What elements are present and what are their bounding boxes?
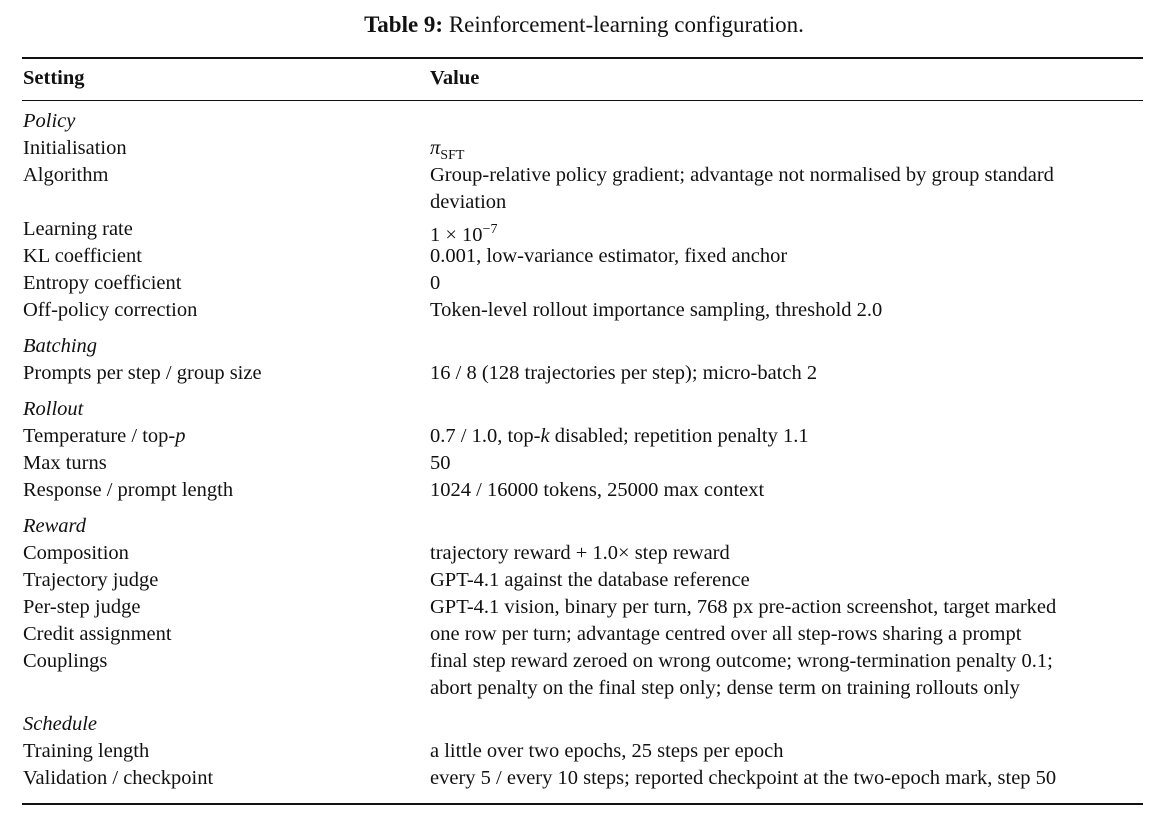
column-header-setting: Setting (23, 67, 85, 89)
value-cell: 16 / 8 (128 trajectories per step); micro-batch 2 (430, 362, 818, 384)
value-cell: 0 (430, 272, 441, 294)
setting-cell: Temperature / top-p (23, 425, 186, 447)
setting-cell: Max turns (23, 452, 107, 474)
setting-cell: Off-policy correction (23, 299, 198, 321)
setting-cell: Response / prompt length (23, 479, 234, 501)
section-heading: Reward (23, 515, 87, 537)
table-caption-label: Table 9: (364, 12, 444, 37)
value-cell: Token-level rollout importance sampling, threshold 2.0 (430, 299, 883, 321)
section-heading: Batching (23, 335, 98, 357)
setting-cell: Couplings (23, 650, 108, 672)
value-cell: Group-relative policy gradient; advantage not normalised by group standard deviation (430, 164, 1054, 213)
setting-cell: KL coefficient (23, 245, 142, 267)
setting-cell: Initialisation (23, 137, 127, 159)
value-cell: a little over two epochs, 25 steps per epoch (430, 740, 784, 762)
setting-cell: Prompts per step / group size (23, 362, 262, 384)
setting-cell: Validation / checkpoint (23, 767, 214, 789)
value-cell: final step reward zeroed on wrong outcome; wrong-termination penalty 0.1; abort penalty on the final step only; dense term on training rollouts only (430, 650, 1053, 699)
table-bottom-rule (22, 803, 1143, 805)
value-cell: GPT-4.1 vision, binary per turn, 768 px pre-action screenshot, target marked (430, 596, 1057, 618)
value-cell: every 5 / every 10 steps; reported checkpoint at the two-epoch mark, step 50 (430, 767, 1057, 789)
value-cell: $1 \times 10^{-7}$ (430, 222, 498, 246)
section-heading: Schedule (23, 713, 97, 735)
value-cell: one row per turn; advantage centred over all step-rows sharing a prompt (430, 623, 1022, 645)
setting-cell: Credit assignment (23, 623, 172, 645)
value-cell: 0.7 / 1.0, top-k disabled; repetition penalty 1.1 (430, 425, 809, 447)
setting-cell: Per-step judge (23, 596, 141, 618)
setting-cell: Learning rate (23, 218, 133, 240)
setting-cell: Training length (23, 740, 150, 762)
setting-cell: Composition (23, 542, 129, 564)
section-heading: Rollout (23, 398, 84, 420)
value-cell: 1024 / 16000 tokens, 25000 max context (430, 479, 765, 501)
column-header-value: Value (430, 67, 480, 89)
setting-cell: Trajectory judge (23, 569, 159, 591)
setting-cell: Entropy coefficient (23, 272, 182, 294)
section-heading: Policy (23, 110, 76, 132)
value-cell: trajectory reward + 1.0× step reward (430, 542, 730, 564)
setting-cell: Algorithm (23, 164, 109, 186)
table-caption-text: Reinforcement-learning configuration. (448, 12, 804, 37)
value-cell: 50 (430, 452, 451, 474)
value-cell: 0.001, low-variance estimator, fixed anchor (430, 245, 788, 267)
value-cell: $\pi_{SFT}$ (430, 137, 465, 164)
value-cell: GPT-4.1 against the database reference (430, 569, 750, 591)
